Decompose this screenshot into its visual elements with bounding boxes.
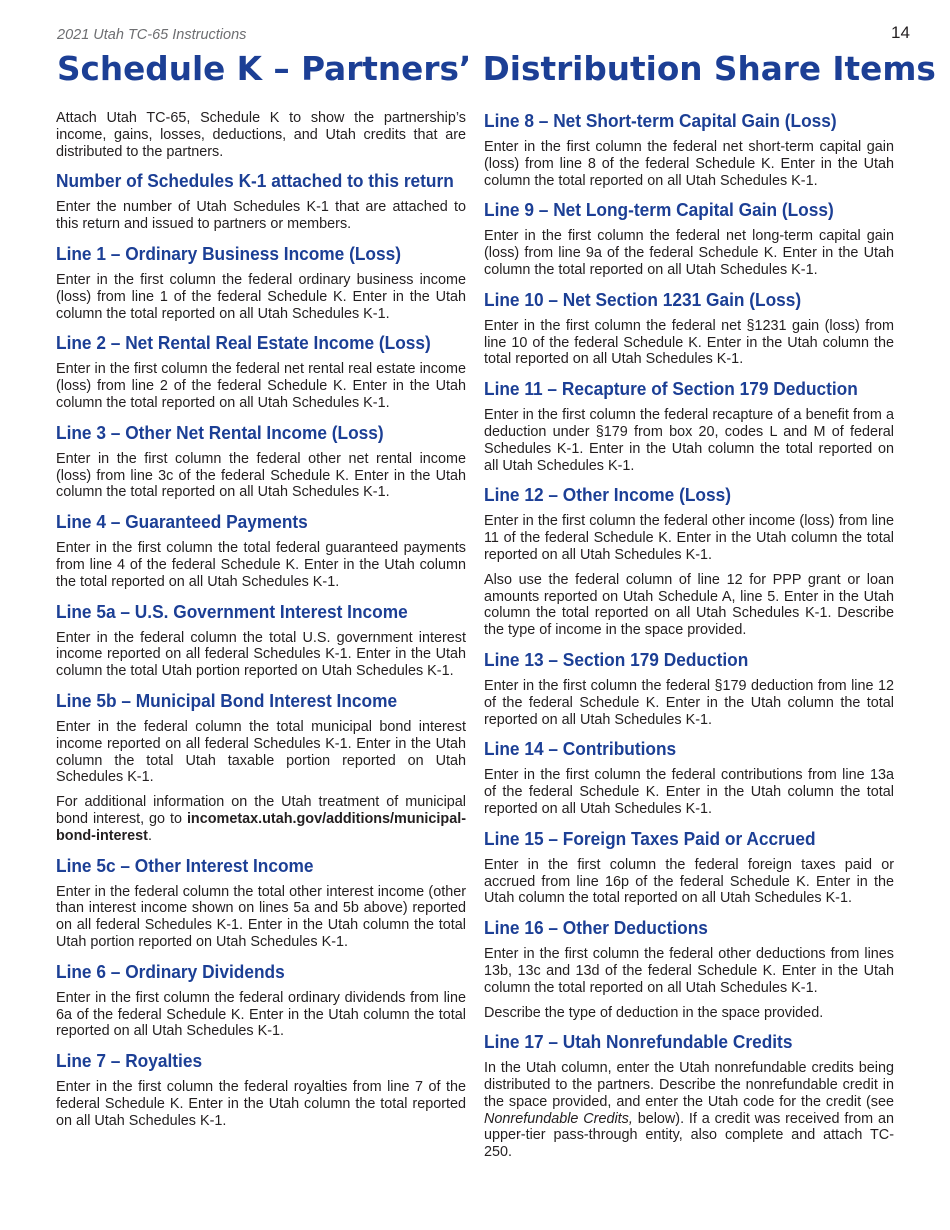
section-heading-line17: Line 17 – Utah Nonrefundable Credits — [484, 1031, 793, 1053]
section-text-line16: Enter in the first column the federal other deductions from lines 13b, 13c and 13d of the federal Schedule K. Enter in the Utah column the total reported on all Utah Schedules K-1. — [484, 946, 894, 996]
section-text-line5a: Enter in the federal column the total U.S. government interest income reported on all federal Schedules K-1. Enter in the Utah column the total Utah portion reported on Utah Schedules K-1. — [56, 629, 466, 680]
section-text-line10: Enter in the first column the federal net §1231 gain (loss) from line 10 of the federal Schedule K. Enter in the Utah column the total reported on all Utah Schedules K-1. — [484, 317, 894, 368]
page-title: Schedule K – Partners’ Distribution Share Items — [57, 49, 936, 88]
section-text-line15: Enter in the first column the federal foreign taxes paid or accrued from line 16p of the federal Schedule K. Enter in the Utah column the total reported on all Utah Schedules K-1. — [484, 856, 894, 907]
running-title: 2021 Utah TC-65 Instructions — [57, 27, 247, 43]
section-text-line16-more: Describe the type of deduction in the space provided. — [484, 1004, 824, 1021]
section-heading-line3: Line 3 – Other Net Rental Income (Loss) — [56, 421, 384, 443]
section-heading-line14: Line 14 – Contributions — [484, 738, 677, 760]
section-heading-line12: Line 12 – Other Income (Loss) — [484, 484, 731, 506]
intro-paragraph: Attach Utah TC-65, Schedule K to show the partnership’s income, gains, losses, deductions, and Utah credits that are distributed to the partners. — [56, 110, 466, 160]
section-text-line9: Enter in the first column the federal net long-term capital gain (loss) from line 9a of the federal Schedule K. Enter in the Utah column the total reported on all Utah Schedules K-1. — [484, 228, 894, 278]
section-heading-line5c: Line 5c – Other Interest Income — [56, 854, 314, 876]
section-heading-line6: Line 6 – Ordinary Dividends — [56, 960, 285, 982]
section-heading-line9: Line 9 – Net Long-term Capital Gain (Loss) — [484, 199, 834, 221]
section-text-line12-more: Also use the federal column of line 12 for PPP grant or loan amounts reported on Utah Schedule A, line 5. Enter in the Utah column the total reported on all Utah Schedules K-1. Describe the type of income in the space provided. — [484, 571, 894, 639]
section-heading-line16: Line 16 – Other Deductions — [484, 917, 708, 939]
section-text-line6: Enter in the first column the federal ordinary dividends from line 6a of the federal Schedule K. Enter in the Utah column the total reported on all Utah Schedules K-1. — [56, 989, 466, 1040]
section-text-line1: Enter in the first column the federal ordinary business income (loss) from line 1 of the federal Schedule K. Enter in the Utah column the total reported on all Utah Schedules K-1. — [56, 271, 466, 322]
line17-text-end: below). If a credit was received from an upper-tier pass-through entity, also complete and attach TC-250. — [484, 1110, 894, 1161]
page-number: 14 — [891, 23, 910, 42]
section-heading-line4: Line 4 – Guaranteed Payments — [56, 511, 308, 533]
section-heading-line2: Line 2 – Net Rental Real Estate Income (Loss) — [56, 332, 431, 354]
section-text-line5b-more — [56, 794, 466, 844]
section-heading-line5b: Line 5b – Municipal Bond Interest Income — [56, 689, 398, 711]
section-heading-line1: Line 1 – Ordinary Business Income (Loss) — [56, 242, 401, 264]
section-heading-line7: Line 7 – Royalties — [56, 1050, 203, 1072]
section-heading-line15: Line 15 – Foreign Taxes Paid or Accrued — [484, 827, 816, 849]
line17-text-start: In the Utah column, enter the Utah nonrefundable credits being distributed to the partners. Describe the nonrefundable credit in the space provided, and enter the Utah code for the credit (see — [484, 1060, 894, 1110]
muni-bond-period: . — [147, 827, 152, 844]
section-heading-line8: Line 8 – Net Short-term Capital Gain (Loss) — [484, 110, 837, 131]
section-text-line7: Enter in the first column the federal royalties from line 7 of the federal Schedule K. Enter in the Utah column the total reported on all Utah Schedules K-1. — [56, 1079, 466, 1129]
section-text-line3: Enter in the first column the federal other net rental income (loss) from line 3c of the federal Schedule K. Enter in the Utah column the total reported on all Utah Schedules K-1. — [56, 450, 466, 501]
line17-text-italic: Nonrefundable Credits, — [484, 1110, 633, 1127]
section-text-line13: Enter in the first column the federal §179 deduction from line 12 of the federal Schedule K. Enter in the Utah column the total reported on all Utah Schedules K-1. — [484, 677, 894, 728]
section-text-line4: Enter in the first column the total federal guaranteed payments from line 4 of the federal Schedule K. Enter in the Utah column the total reported on all Utah Schedules K-1. — [56, 540, 466, 590]
section-heading-line5a: Line 5a – U.S. Government Interest Income — [56, 600, 408, 622]
section-text-line2: Enter in the first column the federal net rental real estate income (loss) from line 2 of the federal Schedule K. Enter in the Utah column the total reported on all Utah Schedules K-1. — [56, 361, 466, 411]
left-column — [56, 110, 466, 1137]
muni-bond-link[interactable]: incometax.utah.gov/additions/municipal-bond-interest — [56, 810, 466, 844]
section-text-line12: Enter in the first column the federal other income (loss) from line 11 of the federal Schedule K. Enter in the Utah column the total reported on all Utah Schedules K-1. — [484, 513, 894, 563]
section-text-num-k1: Enter the number of Utah Schedules K-1 that are attached to this return and issued to partners or members. — [56, 199, 466, 233]
section-text-line8: Enter in the first column the federal net short-term capital gain (loss) from line 8 of the federal Schedule K. Enter in the Utah column the total reported on all Utah Schedules K-1. — [484, 139, 894, 189]
section-text-line17 — [484, 1060, 894, 1161]
section-heading-line11: Line 11 – Recapture of Section 179 Deduction — [484, 378, 858, 400]
section-text-line11: Enter in the first column the federal recapture of a benefit from a deduction under §179 from box 20, codes L and M of federal Schedules K-1. Enter in the Utah column the total reported on all Utah Schedules K-1. — [484, 407, 894, 474]
section-heading-num-k1: Number of Schedules K-1 attached to this return — [56, 170, 454, 192]
section-heading-line13: Line 13 – Section 179 Deduction — [484, 648, 749, 670]
section-text-line14: Enter in the first column the federal contributions from line 13a of the federal Schedule K. Enter in the Utah column the total reported on all Utah Schedules K-1. — [484, 767, 894, 817]
right-column — [484, 110, 894, 1169]
section-heading-line10: Line 10 – Net Section 1231 Gain (Loss) — [484, 288, 802, 310]
muni-bond-text: For additional information on the Utah treatment of municipal bond interest, go to — [56, 794, 466, 827]
section-text-line5c: Enter in the federal column the total other interest income (other than interest income shown on lines 5a and 5b above) reported on all federal Schedules K-1. Enter in the Utah column the total Utah portion reported on Utah Schedules K-1. — [56, 883, 466, 950]
section-text-line5b: Enter in the federal column the total municipal bond interest income reported on all federal Schedules K-1. Enter in the Utah column the total Utah taxable portion reported on Utah Schedules K-1. — [56, 718, 466, 786]
